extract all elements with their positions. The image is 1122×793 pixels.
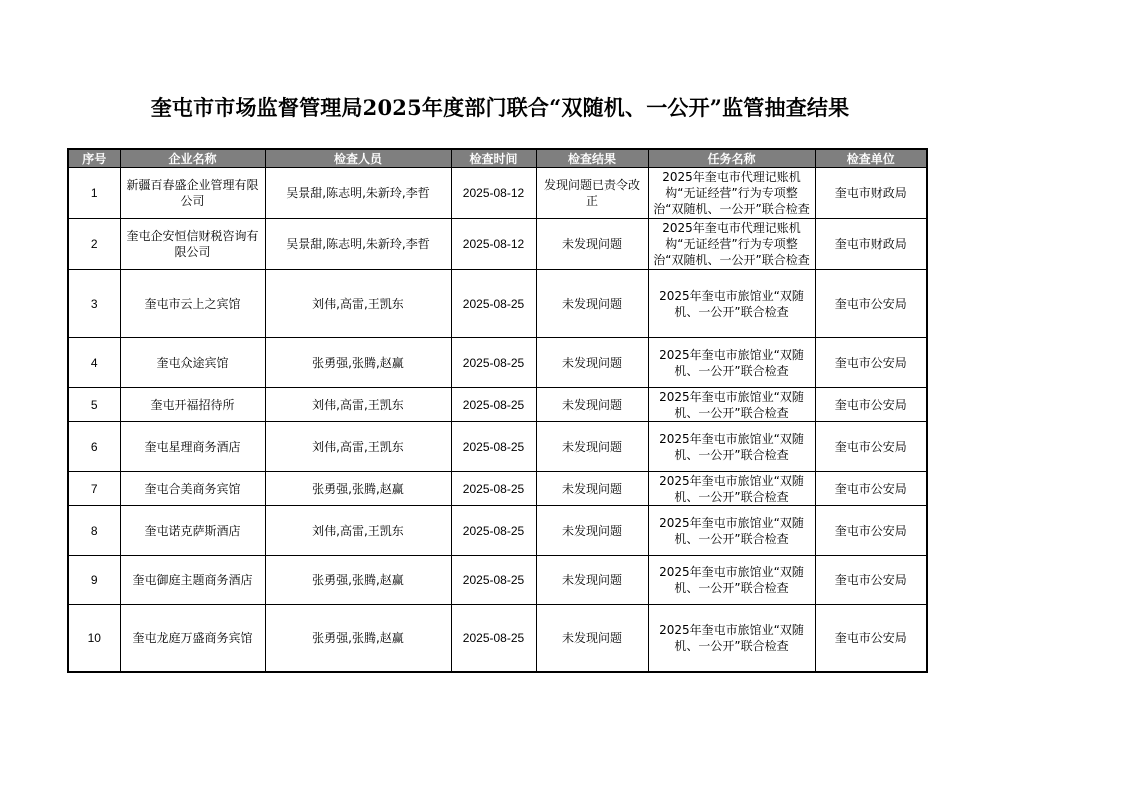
company-name-cell: 奎屯市云上之宾馆 bbox=[120, 270, 265, 338]
serial-number-cell: 4 bbox=[68, 338, 120, 388]
inspection-result-cell: 未发现问题 bbox=[536, 605, 648, 672]
table-row bbox=[68, 605, 927, 672]
inspection-unit-cell: 奎屯市公安局 bbox=[815, 556, 927, 605]
inspection-unit-cell: 奎屯市公安局 bbox=[815, 270, 927, 338]
header-inspectors: 检查人员 bbox=[265, 149, 451, 168]
inspection-result-cell: 未发现问题 bbox=[536, 270, 648, 338]
inspection-unit-cell: 奎屯市公安局 bbox=[815, 472, 927, 506]
inspectors-cell: 张勇强,张腾,赵赢 bbox=[265, 605, 451, 672]
inspection-unit-cell: 奎屯市公安局 bbox=[815, 506, 927, 556]
inspection-result-cell: 未发现问题 bbox=[536, 422, 648, 472]
company-name-cell: 奎屯企安恒信财税咨询有限公司 bbox=[120, 219, 265, 270]
table-row bbox=[68, 422, 927, 472]
task-name-cell: 2025年奎屯市旅馆业“双随机、一公开”联合检查 bbox=[648, 506, 815, 556]
inspection-date-cell: 2025-08-25 bbox=[451, 422, 536, 472]
inspection-date-cell: 2025-08-25 bbox=[451, 506, 536, 556]
table-row bbox=[68, 168, 927, 219]
table-row bbox=[68, 556, 927, 605]
task-name-cell: 2025年奎屯市旅馆业“双随机、一公开”联合检查 bbox=[648, 422, 815, 472]
company-name-cell: 奎屯开福招待所 bbox=[120, 388, 265, 422]
inspection-unit-cell: 奎屯市财政局 bbox=[815, 168, 927, 219]
inspection-results-table bbox=[67, 148, 928, 673]
inspectors-cell: 刘伟,高雷,王凯东 bbox=[265, 506, 451, 556]
inspection-result-cell: 未发现问题 bbox=[536, 338, 648, 388]
inspection-date-cell: 2025-08-12 bbox=[451, 219, 536, 270]
company-name-cell: 奎屯星理商务酒店 bbox=[120, 422, 265, 472]
inspection-unit-cell: 奎屯市公安局 bbox=[815, 338, 927, 388]
serial-number-cell: 2 bbox=[68, 219, 120, 270]
inspectors-cell: 刘伟,高雷,王凯东 bbox=[265, 388, 451, 422]
table-row bbox=[68, 338, 927, 388]
serial-number-cell: 1 bbox=[68, 168, 120, 219]
inspectors-cell: 吴景甜,陈志明,朱新玲,李哲 bbox=[265, 168, 451, 219]
serial-number-cell: 5 bbox=[68, 388, 120, 422]
inspection-result-cell: 发现问题已责令改正 bbox=[536, 168, 648, 219]
inspectors-cell: 吴景甜,陈志明,朱新玲,李哲 bbox=[265, 219, 451, 270]
serial-number-cell: 9 bbox=[68, 556, 120, 605]
serial-number-cell: 6 bbox=[68, 422, 120, 472]
inspection-date-cell: 2025-08-25 bbox=[451, 270, 536, 338]
serial-number-cell: 8 bbox=[68, 506, 120, 556]
inspection-unit-cell: 奎屯市公安局 bbox=[815, 605, 927, 672]
company-name-cell: 新疆百春盛企业管理有限公司 bbox=[120, 168, 265, 219]
table-row bbox=[68, 219, 927, 270]
table-row bbox=[68, 388, 927, 422]
serial-number-cell: 3 bbox=[68, 270, 120, 338]
inspection-result-cell: 未发现问题 bbox=[536, 388, 648, 422]
inspection-unit-cell: 奎屯市公安局 bbox=[815, 422, 927, 472]
inspectors-cell: 张勇强,张腾,赵赢 bbox=[265, 338, 451, 388]
document-title: 奎屯市市场监督管理局2025年度部门联合“双随机、一公开”监管抽查结果 bbox=[150, 95, 850, 120]
task-name-cell: 2025年奎屯市旅馆业“双随机、一公开”联合检查 bbox=[648, 338, 815, 388]
company-name-cell: 奎屯合美商务宾馆 bbox=[120, 472, 265, 506]
task-name-cell: 2025年奎屯市旅馆业“双随机、一公开”联合检查 bbox=[648, 270, 815, 338]
inspection-result-cell: 未发现问题 bbox=[536, 556, 648, 605]
company-name-cell: 奎屯御庭主题商务酒店 bbox=[120, 556, 265, 605]
company-name-cell: 奎屯众途宾馆 bbox=[120, 338, 265, 388]
table-row bbox=[68, 506, 927, 556]
header-company-name: 企业名称 bbox=[120, 149, 265, 168]
inspectors-cell: 刘伟,高雷,王凯东 bbox=[265, 422, 451, 472]
inspection-result-cell: 未发现问题 bbox=[536, 219, 648, 270]
header-inspection-result: 检查结果 bbox=[536, 149, 648, 168]
table-header-row bbox=[68, 149, 927, 168]
company-name-cell: 奎屯诺克萨斯酒店 bbox=[120, 506, 265, 556]
serial-number-cell: 7 bbox=[68, 472, 120, 506]
header-task-name: 任务名称 bbox=[648, 149, 815, 168]
task-name-cell: 2025年奎屯市旅馆业“双随机、一公开”联合检查 bbox=[648, 472, 815, 506]
inspection-date-cell: 2025-08-25 bbox=[451, 472, 536, 506]
inspectors-cell: 张勇强,张腾,赵赢 bbox=[265, 472, 451, 506]
inspectors-cell: 刘伟,高雷,王凯东 bbox=[265, 270, 451, 338]
inspection-result-cell: 未发现问题 bbox=[536, 472, 648, 506]
inspection-date-cell: 2025-08-12 bbox=[451, 168, 536, 219]
inspection-unit-cell: 奎屯市财政局 bbox=[815, 219, 927, 270]
company-name-cell: 奎屯龙庭万盛商务宾馆 bbox=[120, 605, 265, 672]
task-name-cell: 2025年奎屯市代理记账机构“无证经营”行为专项整治“双随机、一公开”联合检查 bbox=[648, 219, 815, 270]
inspection-date-cell: 2025-08-25 bbox=[451, 338, 536, 388]
header-serial-number: 序号 bbox=[68, 149, 120, 168]
header-inspection-date: 检查时间 bbox=[451, 149, 536, 168]
inspection-date-cell: 2025-08-25 bbox=[451, 605, 536, 672]
task-name-cell: 2025年奎屯市代理记账机构“无证经营”行为专项整治“双随机、一公开”联合检查 bbox=[648, 168, 815, 219]
inspection-date-cell: 2025-08-25 bbox=[451, 556, 536, 605]
serial-number-cell: 10 bbox=[68, 605, 120, 672]
inspection-unit-cell: 奎屯市公安局 bbox=[815, 388, 927, 422]
header-inspection-unit: 检查单位 bbox=[815, 149, 927, 168]
table-row bbox=[68, 270, 927, 338]
inspection-date-cell: 2025-08-25 bbox=[451, 388, 536, 422]
task-name-cell: 2025年奎屯市旅馆业“双随机、一公开”联合检查 bbox=[648, 556, 815, 605]
task-name-cell: 2025年奎屯市旅馆业“双随机、一公开”联合检查 bbox=[648, 605, 815, 672]
inspection-result-cell: 未发现问题 bbox=[536, 506, 648, 556]
task-name-cell: 2025年奎屯市旅馆业“双随机、一公开”联合检查 bbox=[648, 388, 815, 422]
table-row bbox=[68, 472, 927, 506]
inspectors-cell: 张勇强,张腾,赵赢 bbox=[265, 556, 451, 605]
